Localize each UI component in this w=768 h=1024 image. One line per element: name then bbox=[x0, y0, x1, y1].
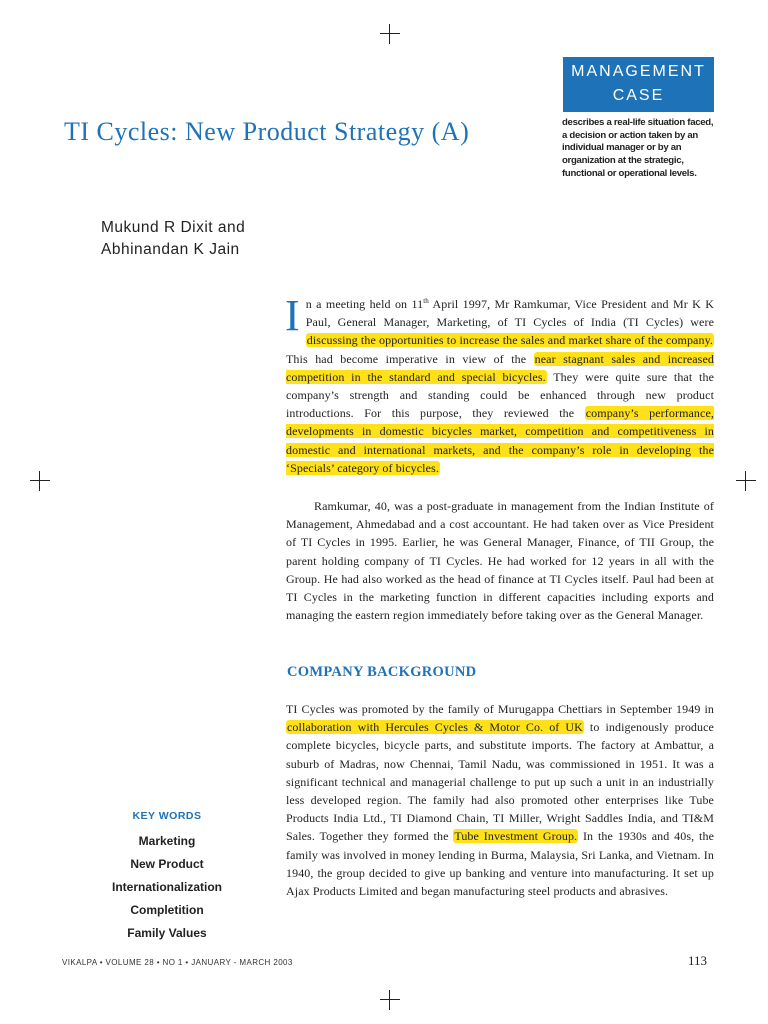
article-title: TI Cycles: New Product Strategy (A) bbox=[64, 117, 470, 146]
badge-line-2: CASE bbox=[612, 87, 665, 104]
keyword-item: Completition bbox=[130, 903, 204, 917]
intro-text-3: This had become imperative in view of the bbox=[286, 351, 534, 366]
drop-cap: I bbox=[285, 291, 300, 340]
author-1: Mukund R Dixit and bbox=[101, 219, 246, 236]
management-case-badge bbox=[563, 57, 714, 112]
authors bbox=[101, 217, 245, 261]
page-number: 113 bbox=[688, 953, 708, 968]
intro-text-2: April 1997, Mr Ramkumar, Vice President and Mr K K Paul, General Manager, Marketing, of TI Cycles of India (TI Cycles) were bbox=[305, 297, 714, 330]
badge-line-1: MANAGEMENT bbox=[571, 63, 706, 80]
highlight-3: company’s performance, developments in domestic bicycles market, competition and competitiveness in domestic and international markets, and the company’s role in developing the ‘Specials’ category of bicycles. bbox=[286, 406, 714, 475]
intro-text-4: They were quite sure that the company’s strength and standing could be enhanced through new product introductions. For this purpose, they reviewed the bbox=[286, 369, 714, 421]
highlight-4: collaboration with Hercules Cycles & Motor Co. of UK bbox=[287, 720, 583, 735]
section-heading: COMPANY BACKGROUND bbox=[287, 664, 477, 680]
registration-mark-top bbox=[380, 24, 400, 44]
bio-paragraph: Ramkumar, 40, was a post-graduate in management from the Indian Institute of Management, Ahmedabad and a cost accountant. He had taken over as Vice President of TI Cycles in 1995. Earlier, he was General Manager, Finance, of TII Group, the parent holding company of TI Cycles. He had worked for 12 years in all with the Group. He had also worked as the head of finance at TI Cycles itself. Paul had been at TI Cycles in the marketing function in different capacities including exports and managing the eastern region immediately before taking over as the General Manager. bbox=[286, 499, 714, 623]
background-text-1: TI Cycles was promoted by the family of Murugappa Chettiars in September 1949 in bbox=[286, 702, 714, 716]
registration-mark-right bbox=[736, 471, 756, 491]
keywords-title: KEY WORDS bbox=[132, 810, 202, 822]
keyword-item: Family Values bbox=[127, 926, 207, 940]
highlight-2: near stagnant sales and increased competition in the standard and special bicycles. bbox=[286, 351, 714, 384]
badge-description: describes a real-life situation faced, a decision or action taken by an individual manager or by an organization at the strategic, functional or operational levels. bbox=[562, 117, 714, 179]
keyword-item: New Product bbox=[130, 857, 204, 871]
registration-mark-left bbox=[30, 471, 50, 491]
intro-text-1: n a meeting held on 11 bbox=[305, 297, 424, 311]
highlight-5: Tube Investment Group. bbox=[454, 829, 578, 844]
background-paragraph bbox=[286, 700, 714, 900]
keywords-list bbox=[92, 830, 242, 945]
journal-footer: VIKALPA • VOLUME 28 • NO 1 • JANUARY - MARCH 2003 bbox=[62, 958, 293, 967]
background-text-3: In the 1930s and 40s, the family was involved in money lending in Burma, Malaysia, Sri Lanka, and Vietnam. In 1940, the group decided to give up banking and venture into manufacturing. It set up Ajax Products Limited and began manufacturing steel products and abrasives. bbox=[286, 829, 714, 899]
keyword-item: Internationalization bbox=[111, 880, 222, 894]
author-2: Abhinandan K Jain bbox=[101, 241, 240, 258]
registration-mark-bottom bbox=[380, 990, 400, 1010]
background-text-2: to indigenously produce complete bicycles, bicycle parts, and substitute imports. The factory at Ambattur, a suburb of Madras, now Chennai, Tamil Nadu, was commissioned in 1951. It was a significant technical and managerial challenge to put up such a unit in an industrially less developed region. The family had also promoted other enterprises like Tube Products India Ltd., TI Diamond Chain, TI Miller, Wright Saddles India, and TI&M Sales. Together they formed the bbox=[286, 720, 714, 844]
intro-paragraph bbox=[285, 291, 714, 477]
highlight-1: discussing the opportunities to increase the sales and market share of the company. bbox=[306, 333, 713, 348]
keyword-item: Marketing bbox=[138, 834, 196, 848]
superscript: th bbox=[423, 297, 429, 305]
